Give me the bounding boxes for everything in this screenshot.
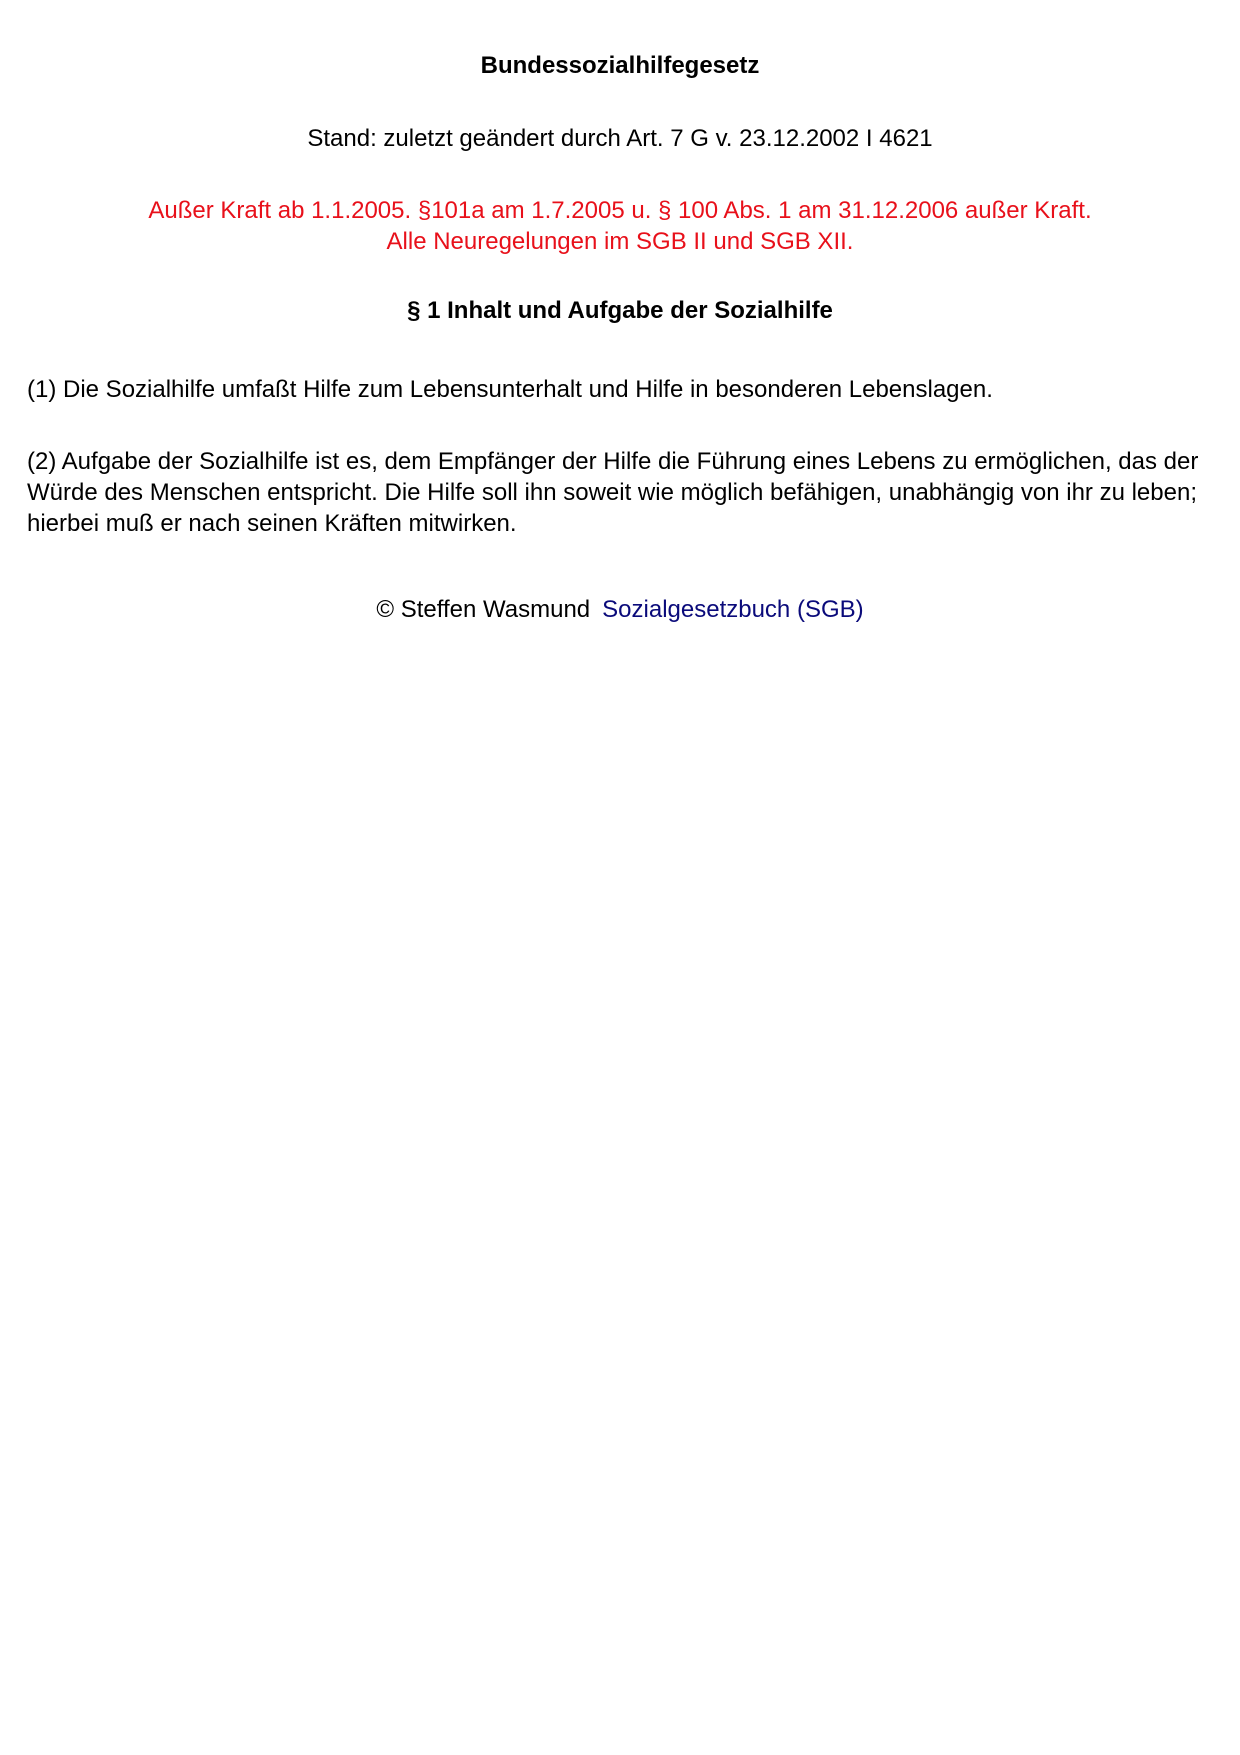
document-title: Bundessozialhilfegesetz — [480, 52, 760, 79]
paragraph-2: (2) Aufgabe der Sozialhilfe ist es, dem Empfänger der Hilfe die Führung eines Lebens zu ermöglichen, das der Würde des Menschen entspricht. Die Hilfe soll ihn soweit wie möglich befähigen, unabhängig von ihr zu leben; hierbei muß er nach seinen Kräften mitwirken. — [27, 448, 1199, 537]
repeal-notice-line-1: Außer Kraft ab 1.1.2005. §101a am 1.7.2005 u. § 100 Abs. 1 am 31.12.2006 außer Kraft. — [148, 197, 1092, 224]
repeal-notice — [0, 195, 1240, 257]
footer — [0, 595, 1240, 625]
repeal-notice-line-2: Alle Neuregelungen im SGB II und SGB XII. — [386, 228, 854, 255]
copyright-text: © Steffen Wasmund — [376, 596, 591, 623]
paragraph-1: (1) Die Sozialhilfe umfaßt Hilfe zum Lebensunterhalt und Hilfe in besonderen Lebenslagen. — [27, 376, 993, 403]
section-heading: § 1 Inhalt und Aufgabe der Sozialhilfe — [407, 297, 833, 324]
document-stand-line: Stand: zuletzt geändert durch Art. 7 G v. 23.12.2002 I 4621 — [307, 125, 933, 152]
sgb-link[interactable]: Sozialgesetzbuch (SGB) — [602, 596, 864, 623]
